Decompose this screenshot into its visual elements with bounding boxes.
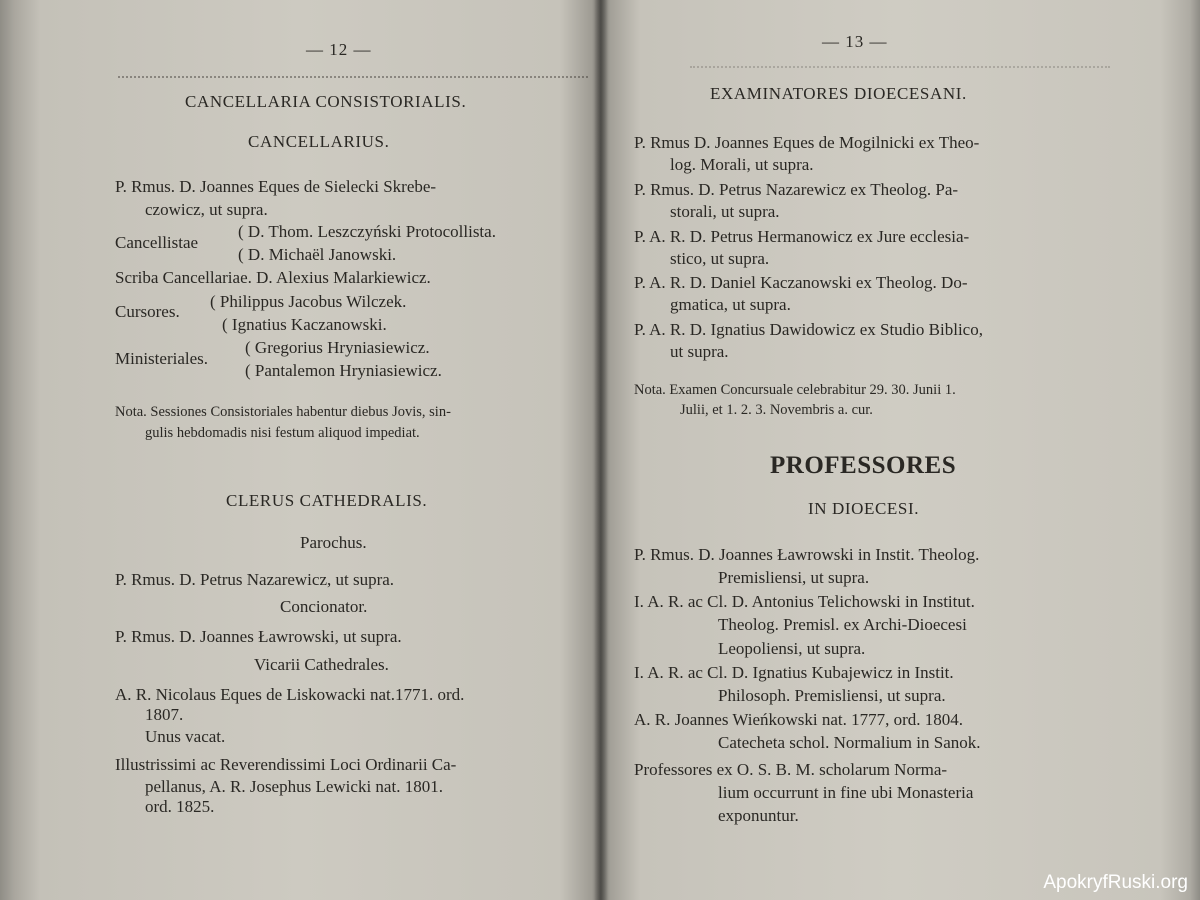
vicarii-line-3: Unus vacat. xyxy=(145,727,226,746)
examinator-1-line-1: P. Rmus D. Joannes Eques de Mogilnicki ex Theo- xyxy=(634,133,980,152)
examinator-3-line-1: P. A. R. D. Petrus Hermanowicz ex Jure ecclesia- xyxy=(634,227,970,246)
page-number-left: — 12 — xyxy=(306,40,372,59)
examinator-5-line-1: P. A. R. D. Ignatius Dawidowicz ex Studio Biblico, xyxy=(634,320,983,339)
vicarii-line-1: A. R. Nicolaus Eques de Liskowacki nat.1771. ord. xyxy=(115,685,465,704)
page-number-right: — 13 — xyxy=(822,32,888,51)
cancellista-1: ( D. Thom. Leszczyński Protocollista. xyxy=(238,222,496,241)
heading-clerus: CLERUS CATHEDRALIS. xyxy=(226,491,428,510)
professor-2-line-3: Leopoliensi, ut supra. xyxy=(718,639,866,658)
professor-3-line-1: I. A. R. ac Cl. D. Ignatius Kubajewicz in Instit. xyxy=(634,663,954,682)
right-page xyxy=(600,0,1200,900)
cancellista-2: ( D. Michaël Janowski. xyxy=(238,245,397,264)
concionator-line: P. Rmus. D. Joannes Ławrowski, ut supra. xyxy=(115,627,402,646)
examinator-4-line-2: gmatica, ut supra. xyxy=(670,295,791,314)
examinator-1-line-2: log. Morali, ut supra. xyxy=(670,155,814,174)
nota-examen-line-1: Nota. Examen Concursuale celebrabitur 29. 30. Junii 1. xyxy=(634,382,956,398)
heading-professores: PROFESSORES xyxy=(770,452,957,479)
vicarii-line-2: 1807. xyxy=(145,705,184,724)
parochus-line: P. Rmus. D. Petrus Nazarewicz, ut supra. xyxy=(115,570,395,589)
professor-2-line-1: I. A. R. ac Cl. D. Antonius Telichowski in Institut. xyxy=(634,592,975,611)
professor-1-line-1: P. Rmus. D. Joannes Ławrowski in Instit. Theolog. xyxy=(634,545,980,564)
cursor-1: ( Philippus Jacobus Wilczek. xyxy=(210,292,407,311)
examinator-2-line-1: P. Rmus. D. Petrus Nazarewicz ex Theolog. Pa- xyxy=(634,180,959,199)
nota-line-2: gulis hebdomadis nisi festum aliquod impediat. xyxy=(145,425,420,441)
decorative-rule xyxy=(690,66,1110,68)
cancellarius-line-2: czowicz, ut supra. xyxy=(145,200,268,219)
professor-5-line-1: Professores ex O. S. B. M. scholarum Norma- xyxy=(634,760,948,779)
cancellarius-line-1: P. Rmus. D. Joannes Eques de Sielecki Skrebe- xyxy=(115,177,437,196)
concionator-heading: Concionator. xyxy=(280,597,368,616)
cursores-label: Cursores. xyxy=(115,302,180,321)
nota-line-1: Nota. Sessiones Consistoriales habentur diebus Jovis, sin- xyxy=(115,404,451,420)
professor-1-line-2: Premisliensi, ut supra. xyxy=(718,568,870,587)
nota-examen-line-2: Julii, et 1. 2. 3. Novembris a. cur. xyxy=(680,402,873,418)
watermark: ApokryfRuski.org xyxy=(1043,872,1188,893)
decorative-rule xyxy=(118,76,588,78)
cancellistae-label: Cancellistae xyxy=(115,233,199,252)
subheading-in-dioecesi: IN DIOECESI. xyxy=(808,499,920,518)
ministeriales-label: Ministeriales. xyxy=(115,349,209,368)
examinator-3-line-2: stico, ut supra. xyxy=(670,249,770,268)
examinator-2-line-2: storali, ut supra. xyxy=(670,202,780,221)
professor-3-line-2: Philosoph. Premisliensi, ut supra. xyxy=(718,686,946,705)
professor-5-line-2: lium occurrunt in fine ubi Monasteria xyxy=(718,783,974,802)
book-gutter xyxy=(594,0,608,900)
professor-5-line-3: exponuntur. xyxy=(718,806,799,825)
capellanus-line-1: Illustrissimi ac Reverendissimi Loci Ordinarii Ca- xyxy=(115,755,457,774)
vicarii-heading: Vicarii Cathedrales. xyxy=(254,655,389,674)
ministerialis-1: ( Gregorius Hryniasiewicz. xyxy=(245,338,430,357)
capellanus-line-2: pellanus, A. R. Josephus Lewicki nat. 1801. xyxy=(145,777,443,796)
professor-2-line-2: Theolog. Premisl. ex Archi-Dioecesi xyxy=(718,615,967,634)
subheading-cancellarius: CANCELLARIUS. xyxy=(248,132,390,151)
examinator-4-line-1: P. A. R. D. Daniel Kaczanowski ex Theolog. Do- xyxy=(634,273,968,292)
capellanus-line-3: ord. 1825. xyxy=(145,797,215,816)
heading-cancellaria: CANCELLARIA CONSISTORIALIS. xyxy=(185,92,467,111)
professor-4-line-1: A. R. Joannes Wieńkowski nat. 1777, ord. 1804. xyxy=(634,710,964,729)
heading-examinatores: EXAMINATORES DIOECESANI. xyxy=(710,84,967,103)
professor-4-line-2: Catecheta schol. Normalium in Sanok. xyxy=(718,733,981,752)
examinator-5-line-2: ut supra. xyxy=(670,342,729,361)
scriba-line: Scriba Cancellariae. D. Alexius Malarkiewicz. xyxy=(115,268,431,287)
parochus-heading: Parochus. xyxy=(300,533,367,552)
ministerialis-2: ( Pantalemon Hryniasiewicz. xyxy=(245,361,442,380)
cursor-2: ( Ignatius Kaczanowski. xyxy=(222,315,387,334)
